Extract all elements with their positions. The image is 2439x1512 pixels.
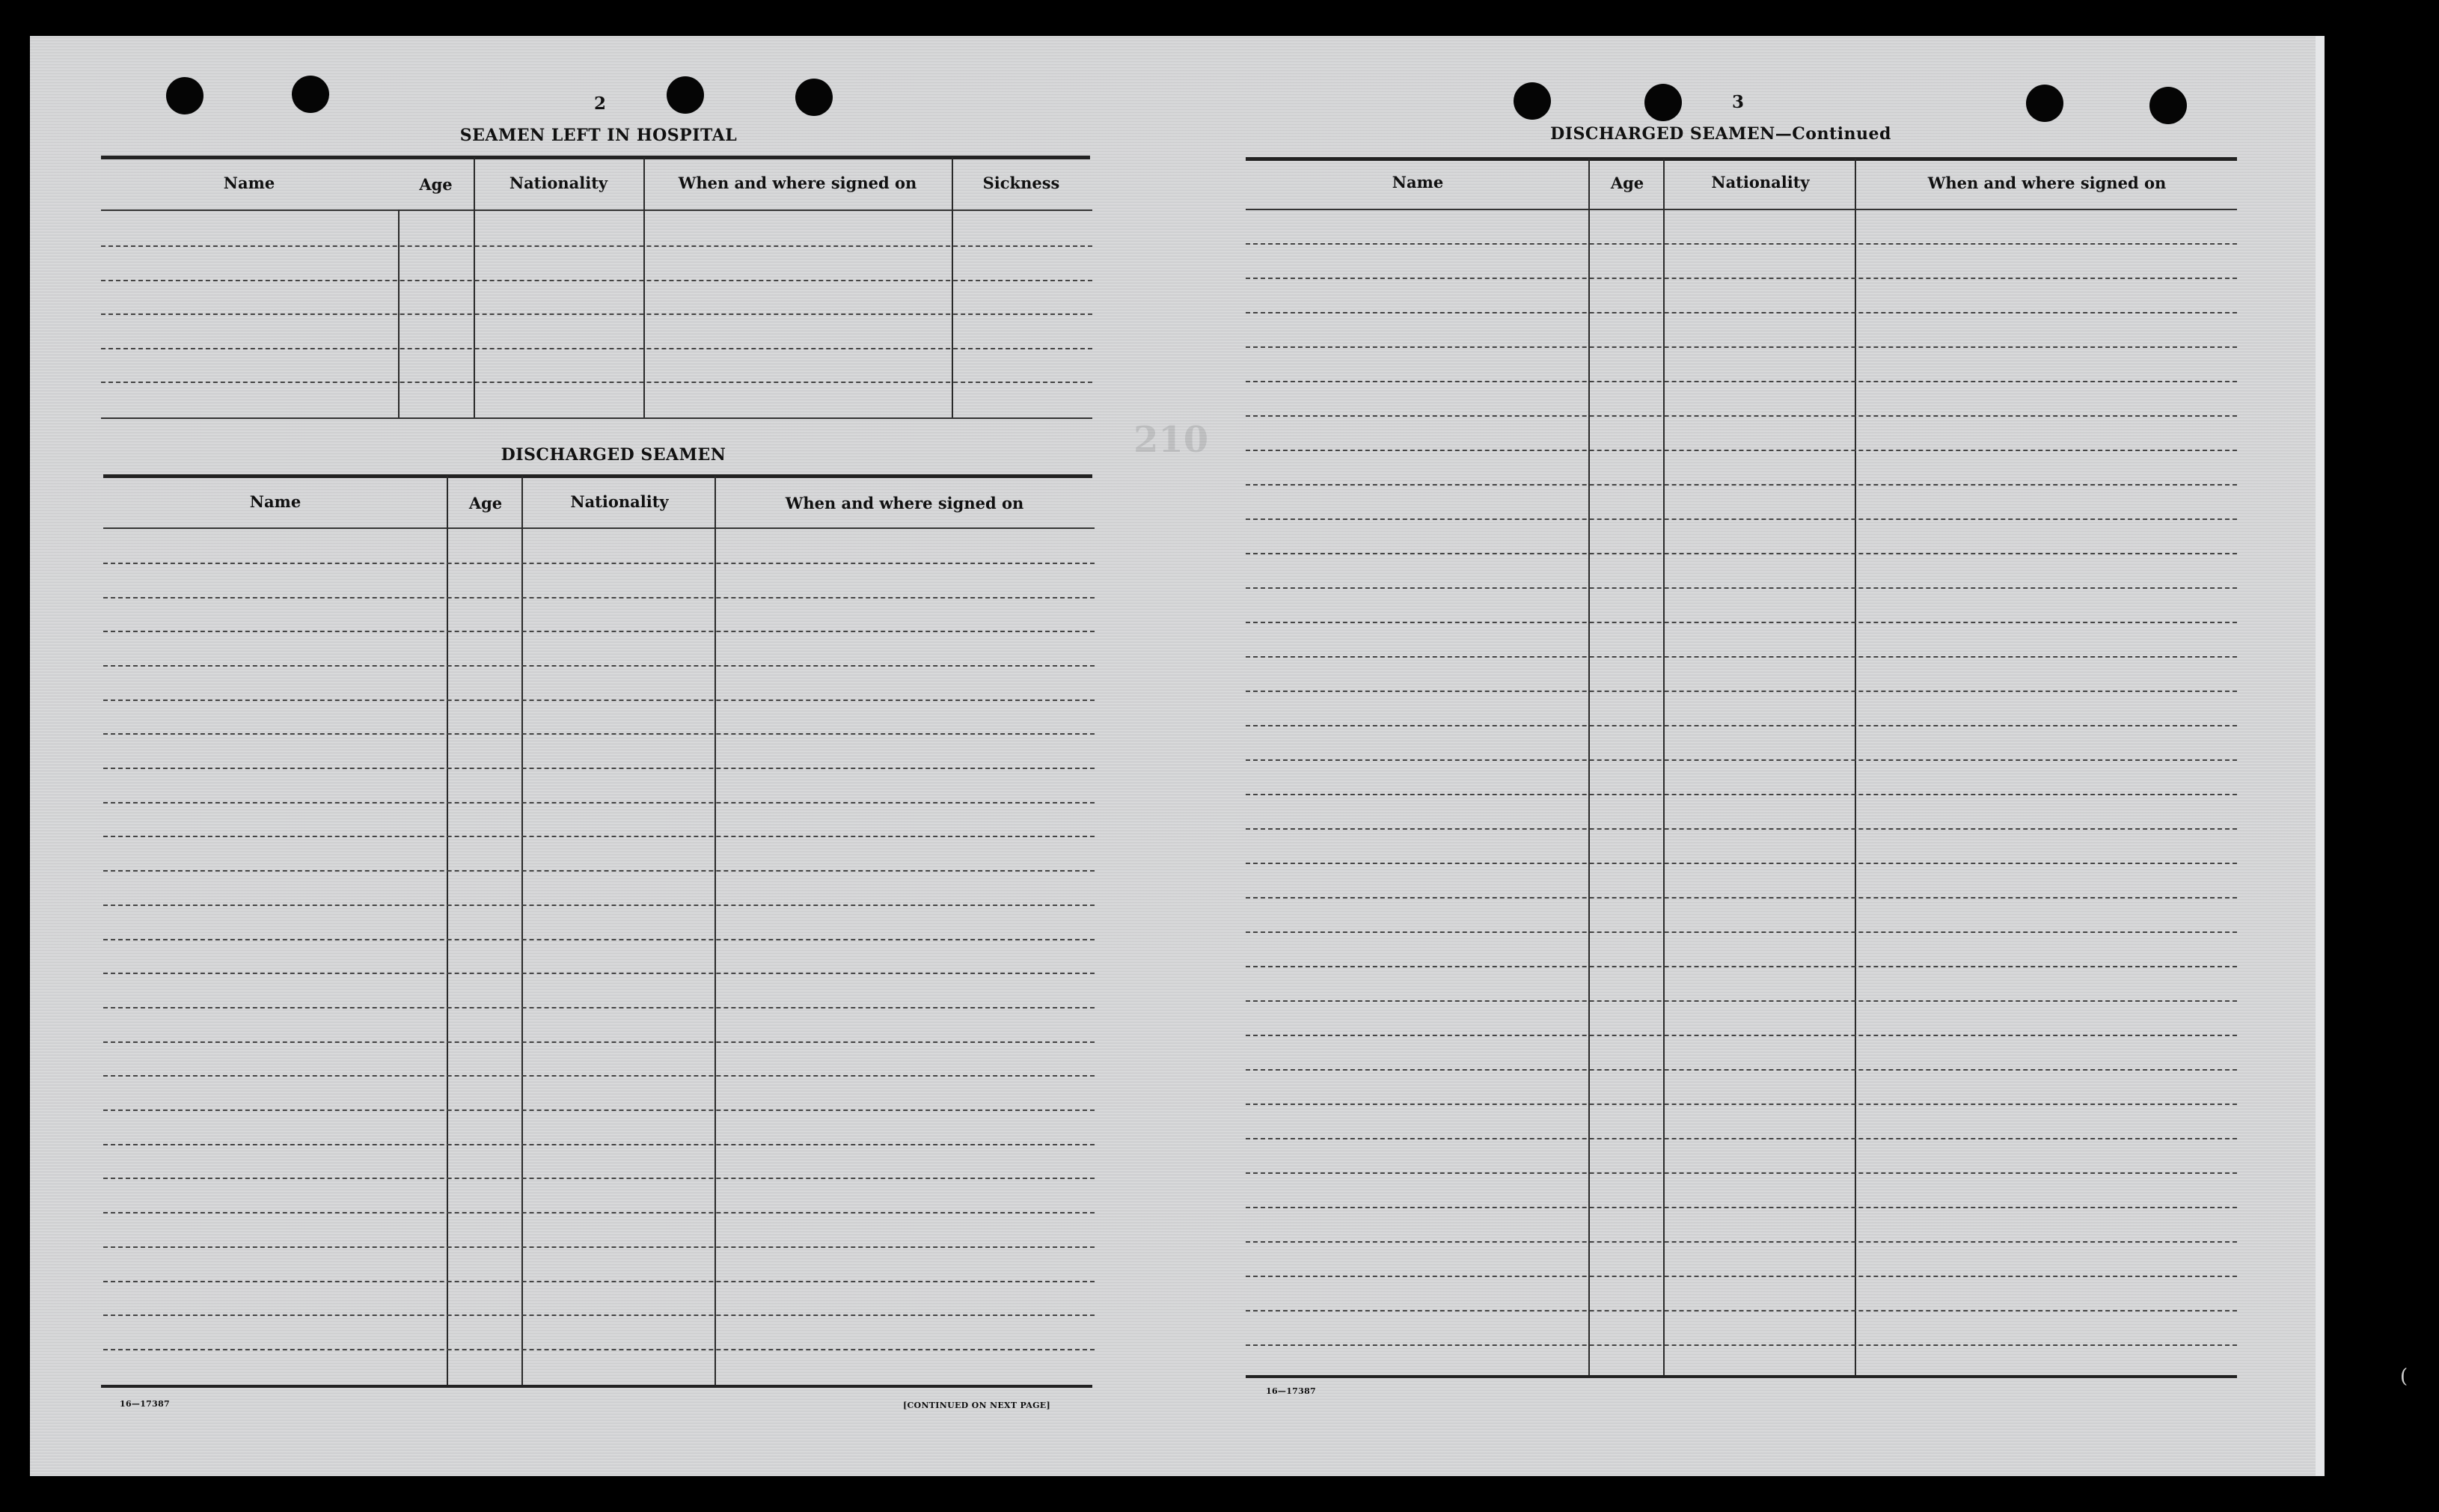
discharged-continued-title-main: DISCHARGED SEAMEN — [1550, 124, 1775, 144]
hospital-row-line — [101, 382, 1092, 383]
hospital-bottom-rule — [101, 417, 1092, 419]
hospital-divider — [474, 157, 475, 419]
continued-row-line — [1246, 1276, 2237, 1277]
continued-row-line — [1246, 415, 2237, 417]
continued-row-line — [1246, 1138, 2237, 1139]
hospital-row-line — [101, 348, 1092, 349]
discharged-row-line — [103, 631, 1095, 632]
discharged-row-line — [103, 665, 1095, 667]
discharged-continued-title — [1541, 124, 1900, 144]
binder-hole — [2149, 87, 2187, 124]
continued-row-line — [1246, 828, 2237, 830]
discharged-row-line — [103, 1178, 1095, 1179]
binder-hole — [1514, 82, 1551, 120]
page-number-left: 2 — [593, 94, 606, 114]
continued-row-line — [1246, 1069, 2237, 1071]
continued-row-line — [1246, 656, 2237, 658]
discharged-row-line — [103, 1109, 1095, 1111]
continued-row-line — [1246, 691, 2237, 692]
discharged-row-line — [103, 733, 1095, 735]
continued-row-line — [1246, 450, 2237, 451]
continued-divider — [1855, 159, 1856, 1378]
continued-row-line — [1246, 725, 2237, 726]
discharged-row-line — [103, 563, 1095, 564]
discharged-row-line — [103, 973, 1095, 974]
continued-row-line — [1246, 966, 2237, 967]
binder-hole — [292, 76, 329, 113]
continued-row-line — [1246, 794, 2237, 795]
hospital-col-sickness: Sickness — [982, 174, 1060, 192]
discharged-row-line — [103, 870, 1095, 872]
continued-row-line — [1246, 863, 2237, 864]
continued-row-line — [1246, 1035, 2237, 1036]
discharged-row-line — [103, 768, 1095, 769]
hospital-col-age: Age — [419, 175, 453, 194]
hospital-col-nationality: Nationality — [509, 174, 608, 192]
continued-header-rule — [1246, 209, 2237, 210]
continued-row-line — [1246, 553, 2237, 554]
continued-row-line — [1246, 1207, 2237, 1208]
hospital-header-rule — [101, 209, 1092, 211]
discharged-row-line — [103, 1041, 1095, 1043]
continued-row-line — [1246, 484, 2237, 486]
discharged-col-signed-on: When and where signed on — [785, 494, 1024, 512]
discharged-col-nationality: Nationality — [570, 492, 669, 511]
hospital-col-signed-on: When and where signed on — [678, 174, 917, 192]
discharged-top-rule — [103, 474, 1092, 478]
discharged-row-line — [103, 1007, 1095, 1008]
continued-col-nationality: Nationality — [1711, 173, 1810, 192]
discharged-row-line — [103, 802, 1095, 804]
discharged-row-line — [103, 939, 1095, 940]
discharged-row-line — [103, 1281, 1095, 1282]
edge-mark: ( — [2400, 1365, 2408, 1388]
continued-row-line — [1246, 931, 2237, 933]
continued-bottom-rule — [1246, 1375, 2237, 1378]
binder-hole — [1644, 84, 1682, 121]
discharged-row-line — [103, 1314, 1095, 1316]
discharged-row-line — [103, 1246, 1095, 1248]
continued-row-line — [1246, 1172, 2237, 1174]
hospital-row-line — [101, 313, 1092, 315]
page-number-right: 3 — [1731, 92, 1744, 112]
form-number-left: 16—17387 — [120, 1399, 170, 1409]
discharged-continued-title-suffix: —Continued — [1775, 124, 1891, 144]
discharged-bottom-rule — [101, 1385, 1092, 1388]
continued-col-name: Name — [1392, 173, 1444, 192]
hospital-top-rule — [101, 156, 1090, 159]
discharged-row-line — [103, 700, 1095, 701]
discharged-divider — [521, 476, 523, 1387]
continued-row-line — [1246, 312, 2237, 313]
continued-row-line — [1246, 346, 2237, 348]
continued-row-line — [1246, 1310, 2237, 1311]
continued-row-line — [1246, 381, 2237, 382]
continued-row-line — [1246, 1344, 2237, 1346]
hospital-section-title: SEAMEN LEFT IN HOSPITAL — [459, 126, 738, 145]
continued-col-signed-on: When and where signed on — [1927, 174, 2167, 192]
hospital-col-name: Name — [223, 174, 275, 192]
hospital-row-line — [101, 245, 1092, 247]
binder-hole — [795, 79, 833, 116]
form-number-right: 16—17387 — [1266, 1386, 1316, 1396]
discharged-row-line — [103, 597, 1095, 599]
continued-row-line — [1246, 1241, 2237, 1243]
discharged-row-line — [103, 905, 1095, 906]
form-sheet — [30, 36, 2316, 1476]
binder-hole — [667, 76, 704, 114]
discharged-divider — [714, 476, 716, 1387]
discharged-row-line — [103, 1212, 1095, 1213]
discharged-row-line — [103, 1075, 1095, 1077]
discharged-divider — [447, 476, 448, 1387]
continued-row-line — [1246, 278, 2237, 279]
discharged-col-age: Age — [468, 494, 503, 512]
continued-col-age: Age — [1610, 174, 1644, 192]
hospital-divider — [952, 157, 953, 419]
sheet-edge — [2316, 36, 2325, 1476]
continued-row-line — [1246, 897, 2237, 899]
continued-divider — [1663, 159, 1665, 1378]
hospital-divider — [643, 157, 645, 419]
continued-row-line — [1246, 1000, 2237, 1002]
hospital-row-line — [101, 280, 1092, 281]
continued-row-line — [1246, 518, 2237, 520]
continued-note: [CONTINUED ON NEXT PAGE] — [903, 1401, 1050, 1410]
continued-row-line — [1246, 622, 2237, 623]
discharged-header-rule — [103, 527, 1095, 529]
discharged-section-title: DISCHARGED SEAMEN — [501, 445, 726, 465]
discharged-row-line — [103, 1144, 1095, 1145]
discharged-row-line — [103, 836, 1095, 837]
discharged-col-name: Name — [249, 492, 302, 511]
binder-hole — [166, 77, 203, 114]
continued-row-line — [1246, 587, 2237, 589]
binder-hole — [2026, 85, 2063, 122]
faint-stamp: 210 — [1133, 419, 1209, 461]
continued-row-line — [1246, 759, 2237, 761]
continued-top-rule — [1246, 157, 2237, 161]
continued-row-line — [1246, 243, 2237, 245]
discharged-row-line — [103, 1349, 1095, 1350]
continued-row-line — [1246, 1104, 2237, 1105]
continued-divider — [1588, 159, 1590, 1378]
